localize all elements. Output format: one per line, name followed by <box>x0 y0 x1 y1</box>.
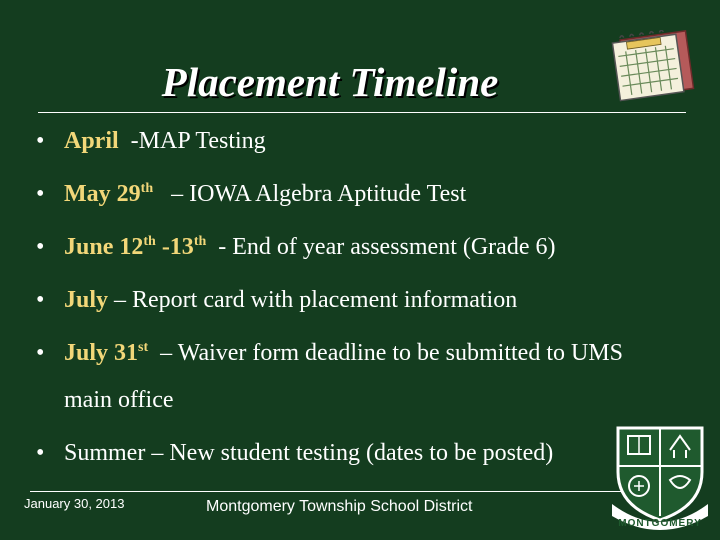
item-text: - End of year assessment (Grade 6) <box>206 234 556 260</box>
list-item <box>36 286 517 314</box>
item-text: – IOWA Algebra Aptitude Test <box>153 181 467 207</box>
item-text: Summer – New student testing (dates to be posted) <box>64 440 554 466</box>
item-lead-sup: th <box>140 181 154 196</box>
item-lead: July 31 <box>64 340 139 366</box>
item-text: – Waiver form deadline to be submitted to UMS <box>148 340 624 366</box>
bullet-marker: • <box>36 234 45 260</box>
item-lead: April <box>64 128 119 154</box>
item-text: – Report card with placement information <box>108 287 518 313</box>
bullet-marker: • <box>36 340 45 366</box>
item-lead-2-sup: th <box>193 234 207 249</box>
item-text: -MAP Testing <box>118 128 266 154</box>
logo-text: MONTGOMERY <box>618 518 702 529</box>
bullet-marker: • <box>36 440 45 466</box>
item-lead: July <box>64 287 109 313</box>
bullet-marker: • <box>36 128 45 154</box>
item-lead-2: -13 <box>155 234 194 260</box>
footer-date: January 30, 2013 <box>24 496 125 511</box>
footer-divider <box>30 491 686 492</box>
item-lead-sup: th <box>143 234 156 249</box>
bullet-marker: • <box>36 181 45 207</box>
list-item-continuation: main office <box>64 387 174 413</box>
footer-district: Montgomery Township School District <box>206 498 473 515</box>
slide-title: Placement Timeline <box>161 59 499 105</box>
item-lead: May 29 <box>64 181 141 207</box>
item-lead-sup: st <box>138 340 149 355</box>
item-lead: June 12 <box>64 234 144 260</box>
list-item <box>36 127 266 155</box>
list-item <box>36 339 623 367</box>
list-item <box>36 439 553 467</box>
bullet-marker: • <box>36 287 45 313</box>
list-item <box>36 233 555 261</box>
title-divider <box>38 112 686 113</box>
list-item <box>36 180 466 208</box>
school-crest-logo <box>608 420 712 532</box>
